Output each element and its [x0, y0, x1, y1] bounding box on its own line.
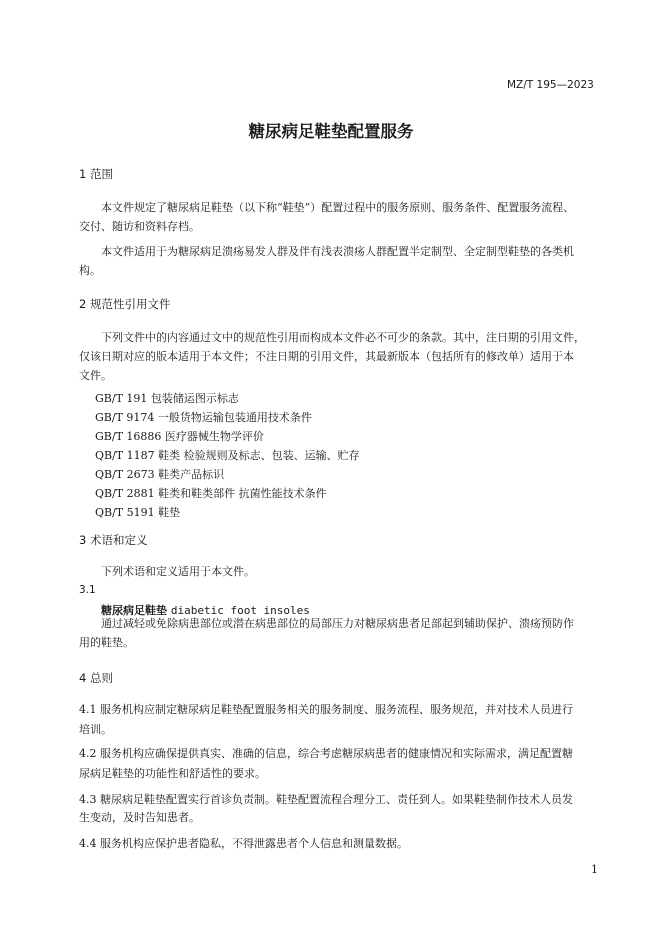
- section-4-heading: 4 总则: [79, 671, 113, 685]
- clause-4-1-line2: 培训。: [79, 723, 112, 736]
- reference-item: GB/T 191 包装储运图示标志: [95, 392, 239, 405]
- reference-item: QB/T 2881 鞋类和鞋类部件 抗菌性能技术条件: [95, 487, 327, 500]
- clause-4-3-line1: 4.3 糖尿病足鞋垫配置实行首诊负责制。鞋垫配置流程合理分工、责任到人。如果鞋垫制作技术人员发: [79, 793, 573, 806]
- scope-para2-line2: 构。: [79, 264, 101, 277]
- clause-4-4-line1: 4.4 服务机构应保护患者隐私，不得泄露患者个人信息和测量数据。: [79, 837, 408, 850]
- term-definition-line1: 通过减轻或免除病患部位或潜在病患部位的局部压力对糖尿病患者足部起到辅助保护、溃疡预防作: [101, 617, 574, 630]
- clause-4-3-line2: 生变动，及时告知患者。: [79, 811, 200, 824]
- reference-item: GB/T 16886 医疗器械生物学评价: [95, 430, 264, 443]
- term-english: diabetic foot insoles: [170, 604, 310, 617]
- reference-item: QB/T 2673 鞋类产品标识: [95, 468, 225, 481]
- scope-para1-line1: 本文件规定了糖尿病足鞋垫（以下称“鞋垫”）配置过程中的服务原则、服务条件、配置服务流程、: [101, 201, 575, 214]
- clause-4-2-line2: 尿病足鞋垫的功能性和舒适性的要求。: [79, 767, 266, 780]
- section-3-heading: 3 术语和定义: [79, 533, 148, 547]
- clause-4-2-line1: 4.2 服务机构应确保提供真实、准确的信息，综合考虑糖尿病患者的健康情况和实际需求，满足配置糖: [79, 747, 573, 760]
- normative-intro-line1: 下列文件中的内容通过文中的规范性引用而构成本文件必不可少的条款。其中，注日期的引用文件，: [101, 331, 585, 344]
- page-number: 1: [591, 863, 598, 876]
- term-definition-line2: 用的鞋垫。: [79, 636, 134, 649]
- term-number: 3.1: [79, 584, 96, 596]
- page-title: 糖尿病足鞋垫配置服务: [248, 122, 414, 141]
- standard-code: MZ/T 195—2023: [507, 79, 594, 91]
- reference-item: GB/T 9174 一般货物运输包装通用技术条件: [95, 411, 312, 424]
- normative-intro-line2: 仅该日期对应的版本适用于本文件；不注日期的引用文件，其最新版本（包括所有的修改单）适用于本: [79, 350, 574, 363]
- term-chinese: 糖尿病足鞋垫: [101, 604, 167, 617]
- scope-para2-line1: 本文件适用于为糖尿病足溃疡易发人群及伴有浅表溃疡人群配置半定制型、全定制型鞋垫的各类机: [101, 245, 574, 258]
- scope-para1-line2: 交付、随访和资料存档。: [79, 220, 200, 233]
- clause-4-1-line1: 4.1 服务机构应制定糖尿病足鞋垫配置服务相关的服务制度、服务流程、服务规范，并对技术人员进行: [79, 703, 573, 716]
- section-1-heading: 1 范围: [79, 167, 113, 181]
- reference-item: QB/T 5191 鞋垫: [95, 506, 181, 519]
- reference-item: QB/T 1187 鞋类 检验规则及标志、包装、运输、贮存: [95, 449, 360, 462]
- section-2-heading: 2 规范性引用文件: [79, 297, 171, 311]
- normative-intro-line3: 文件。: [79, 369, 112, 382]
- terms-intro: 下列术语和定义适用于本文件。: [101, 565, 255, 578]
